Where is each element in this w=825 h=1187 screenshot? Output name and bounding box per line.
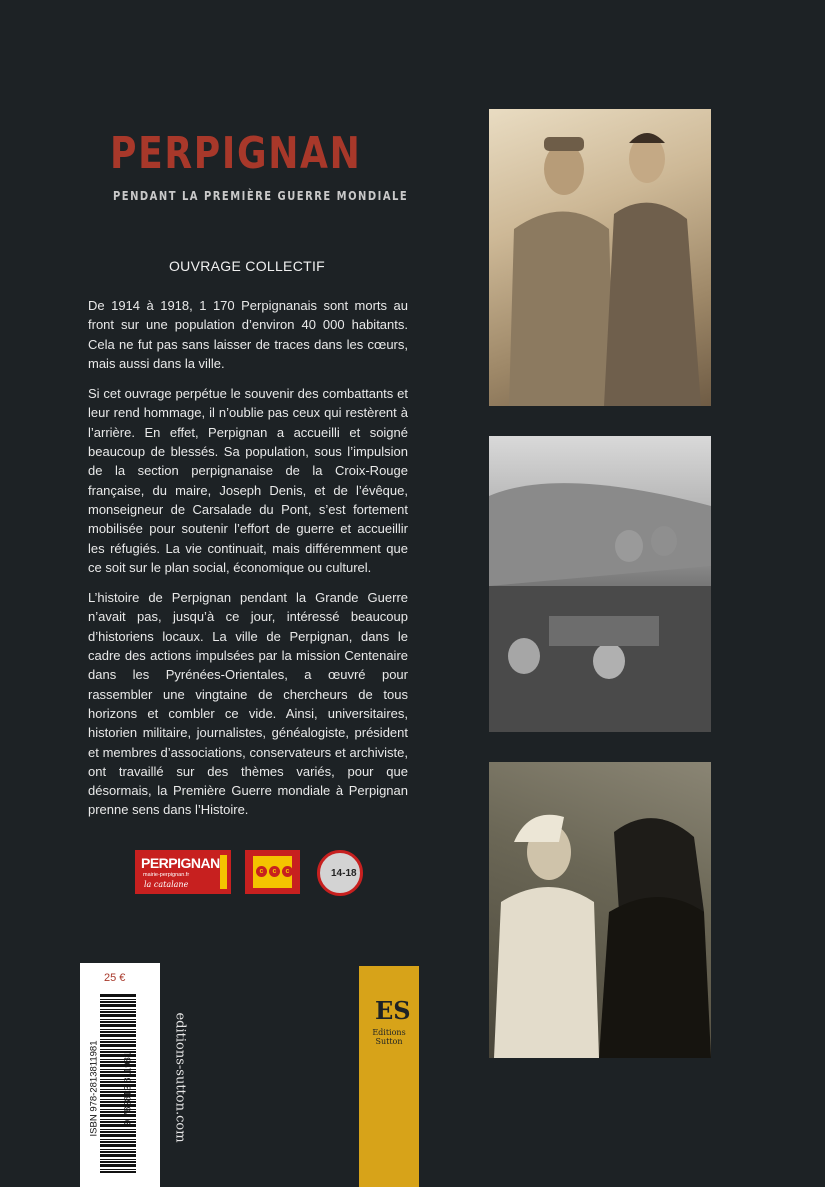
ccc-logo <box>245 850 300 894</box>
price: 25 € <box>104 972 126 984</box>
ccc-letter: c <box>256 866 267 877</box>
book-title: PERPIGNAN <box>110 128 362 179</box>
centenaire-logo-text: 14-18 <box>331 868 357 879</box>
photo-trench-wounded <box>489 436 711 732</box>
publisher-mark: ES <box>375 996 411 1025</box>
paragraph: L’histoire de Perpignan pendant la Grande Guerre n’avait pas, jusqu’à ce jour, intéressé beaucoup d’historiens locaux. La ville de Perpignan, dans le cadre des actions impulsées par la mission Centenaire dans les Pyrénées-Orientales, a œuvré pour rassembler une vingtaine de chercheurs de tous horizons et combler ce vide. Ainsi, universitaires, historien militaire, journalistes, généalogiste, président et membres d’associations, conservateurs et archiviste, ont travaillé sur des thèmes variés, pour que désormais, la Première Guerre mondiale à Perpignan prenne sens dans l’Histoire. <box>88 590 408 818</box>
perpignan-logo-url: mairie-perpignan.fr <box>143 872 190 878</box>
back-cover-text <box>88 296 408 831</box>
publisher-name-line: Sutton <box>375 1037 403 1046</box>
ccc-letter: c <box>282 866 293 877</box>
perpignan-logo-tagline: la catalane <box>144 880 189 889</box>
ccc-letter: c <box>269 866 280 877</box>
paragraph: De 1914 à 1918, 1 170 Perpignanais sont morts au front sur une population d’environ 40 000 habitants. Cela ne fut pas sans laisser de traces dans les cœurs, mais aussi dans la ville. <box>88 298 408 371</box>
book-subtitle: PENDANT LA PREMIÈRE GUERRE MONDIALE <box>113 189 409 203</box>
perpignan-logo <box>135 850 231 894</box>
publisher-logo <box>359 966 419 1187</box>
perpignan-logo-bar <box>220 855 227 889</box>
photo-catalan-women <box>489 762 711 1058</box>
isbn-label: ISBN 978-2813811981 <box>88 1040 100 1137</box>
barcode-number: 9 782813 811981 <box>122 1051 134 1126</box>
publisher-name <box>359 1028 419 1046</box>
centenaire-logo <box>317 850 363 896</box>
publisher-website: editions-sutton.com <box>172 1012 188 1143</box>
barcode-box <box>80 963 160 1187</box>
publisher-name-line: Editions <box>372 1028 406 1037</box>
author-line: OUVRAGE COLLECTIF <box>168 258 326 274</box>
perpignan-logo-title: PERPIGNAN <box>141 855 220 871</box>
photo-soldier-and-nurse <box>489 109 711 406</box>
barcode <box>86 993 144 1181</box>
partner-logos <box>135 848 365 898</box>
paragraph: Si cet ouvrage perpétue le souvenir des combattants et leur rend hommage, il n’oublie pas ceux qui restèrent à l’arrière. En effet, Perpignan a accueilli et soigné beaucoup de blessés. Sa population, sous l’impulsion de la section perpignanaise de la Croix-Rouge française, du maire, Joseph Denis, et de l’évêque, monseigneur de Carsalade du Pont, s’est fortement mobilisée pour soutenir l’effort de guerre et accueillir les réfugiés. La vie continuait, mais différemment que ce soit sur le plan social, économique ou culturel. <box>88 386 408 575</box>
